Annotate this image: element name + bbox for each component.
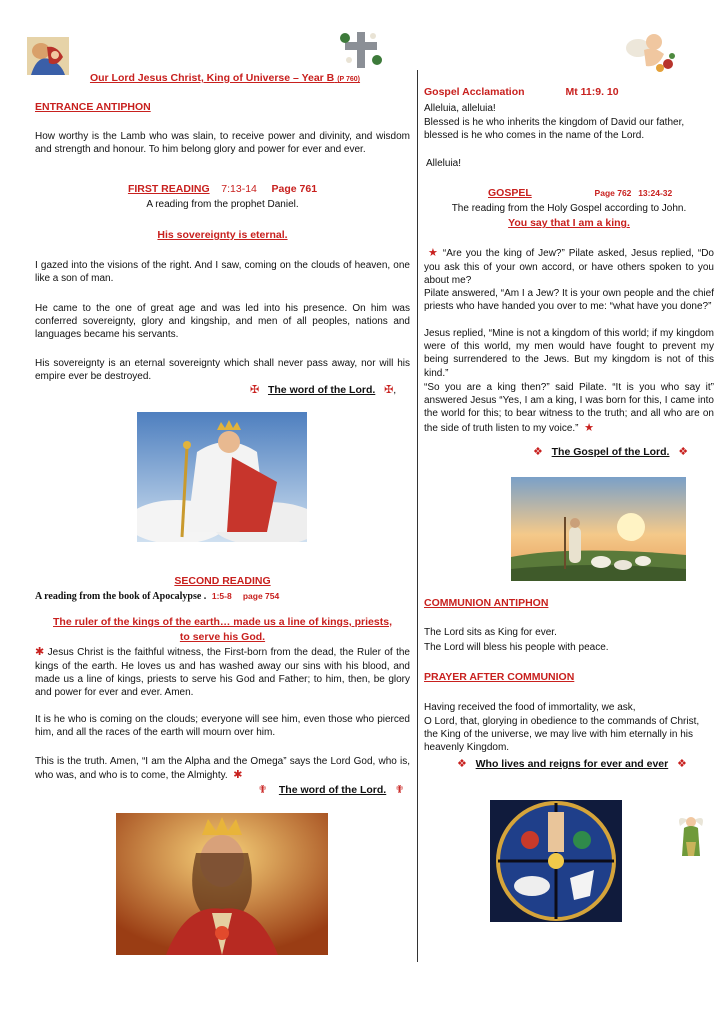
red-star-icon-gospel: ★ bbox=[427, 247, 439, 259]
gospel-subtitle: You say that I am a king. bbox=[508, 217, 630, 229]
gospel-acclamation-line1: Alleluia, alleluia! bbox=[424, 103, 496, 114]
gospel-para-1 bbox=[424, 246, 714, 287]
angel-image bbox=[676, 812, 706, 860]
first-reading-subtitle: His sovereignty is eternal. bbox=[157, 229, 288, 241]
second-reading-subtitle-1: The ruler of the kings of the earth… made us a line of kings, priests, bbox=[53, 616, 392, 628]
title-page-ref: (P 760) bbox=[337, 76, 361, 83]
second-reading-para-1 bbox=[35, 645, 410, 699]
gospel-acclamation-header bbox=[424, 86, 714, 100]
stained-glass-image bbox=[490, 800, 622, 922]
second-reading-closing bbox=[258, 783, 404, 798]
ornate-cross-icon-right: ✠ bbox=[384, 384, 394, 396]
cherub-image bbox=[624, 28, 680, 74]
red-diamond-icon-prayer: ❖ bbox=[457, 758, 467, 770]
gospel-para-3: Jesus replied, “Mine is not a kingdom of this world; if my kingdom were of this world, my men would have fought to prevent my being surrendered to the Jews. But my kingdom is not of this kind.” bbox=[424, 328, 714, 379]
first-reading-ref: 7:13-14 bbox=[221, 183, 257, 195]
entrance-antiphon-text: How worthy is the Lamb who was slain, to receive power and divinity, and wisdom and strength and honour. To him belong glory and power for ever and ever. bbox=[35, 131, 410, 156]
gospel-para-2: Pilate answered, “Am I a Jew? It is your own people and the chief priests who have handed you over to me: “what have you done?” bbox=[424, 288, 714, 313]
second-reading-para-3-text: This is the truth. Amen, “I am the Alpha and the Omega” says the Lord God, who is, who was, and who is to come, the Almighty. bbox=[35, 756, 410, 782]
gospel-acclamation-end: Alleluia! bbox=[426, 158, 462, 169]
gospel-heading: GOSPEL bbox=[488, 187, 532, 199]
red-diamond-icon-prayer-right: ❖ bbox=[676, 758, 687, 770]
good-shepherd-image bbox=[511, 477, 686, 581]
page-title bbox=[60, 72, 390, 86]
gospel-acclamation-ref: Mt 11:9. 10 bbox=[565, 86, 619, 98]
first-reading-para-3: His sovereignty is an eternal sovereignty which shall never pass away, nor will his empire ever be destroyed. bbox=[35, 358, 410, 383]
prayer-closing bbox=[457, 757, 687, 772]
madonna-image bbox=[27, 37, 69, 75]
red-diamond-icon: ❖ bbox=[533, 446, 543, 458]
second-reading-subtitle-2: to serve his God. bbox=[179, 631, 266, 643]
first-reading-header bbox=[35, 183, 410, 197]
gospel-header bbox=[424, 187, 714, 201]
first-reading-page: Page 761 bbox=[271, 183, 318, 195]
second-reading-heading: SECOND READING bbox=[174, 575, 271, 587]
prayer-line-1: Having received the food of immortality, we ask, bbox=[424, 702, 636, 713]
communion-line-2: The Lord will bless his people with peace. bbox=[424, 642, 609, 653]
second-reading-page: page 754 bbox=[242, 591, 280, 601]
first-reading-closing-suffix: , bbox=[393, 384, 397, 396]
first-reading-closing bbox=[250, 383, 396, 398]
second-reading-para-3 bbox=[35, 755, 410, 783]
second-reading-ref: 1:5-8 bbox=[211, 591, 232, 601]
gospel-ref: 13:24-32 bbox=[638, 188, 673, 198]
small-cross-icon: ✟ bbox=[258, 784, 268, 796]
first-reading-source: A reading from the prophet Daniel. bbox=[146, 199, 299, 210]
first-reading-closing-text: The word of the Lord. bbox=[267, 384, 376, 396]
gospel-source: The reading from the Holy Gospel according to John. bbox=[451, 203, 687, 214]
red-star-icon-end: ✱ bbox=[233, 769, 243, 782]
first-reading-para-1: I gazed into the visions of the right. And I saw, coming on the clouds of heaven, one like a son of man. bbox=[35, 260, 410, 285]
christ-king-clouds-image bbox=[137, 412, 307, 542]
red-diamond-icon-right: ❖ bbox=[678, 446, 689, 458]
gospel-para-1-text: “Are you the king of Jew?” Pilate asked, Jesus replied, “Do you ask this of your own accord, or have others spoken to you about me? bbox=[424, 248, 714, 286]
gospel-acclamation-heading: Gospel Acclamation bbox=[424, 86, 525, 98]
second-reading-source-line bbox=[35, 590, 410, 603]
prayer-after-communion-heading: PRAYER AFTER COMMUNION bbox=[424, 671, 575, 683]
prayer-closing-text: Who lives and reigns for ever and ever bbox=[475, 758, 669, 770]
gospel-page: Page 762 bbox=[594, 188, 632, 198]
cross-with-flowers-image bbox=[337, 30, 385, 70]
christ-king-portrait-image bbox=[116, 813, 328, 955]
entrance-antiphon-heading: ENTRANCE ANTIPHON bbox=[35, 101, 151, 113]
first-reading-heading: FIRST READING bbox=[127, 183, 210, 195]
small-cross-icon-right: ✟ bbox=[394, 784, 405, 796]
ornate-cross-icon: ✠ bbox=[250, 384, 260, 396]
gospel-closing-text: The Gospel of the Lord. bbox=[551, 446, 670, 458]
red-star-icon: ✱ bbox=[35, 646, 45, 658]
gospel-para-4 bbox=[424, 381, 714, 435]
prayer-text: O Lord, that, glorying in obedience to the commands of Christ, the King of the universe, we may live with him eternally in his heavenly Kingdom. bbox=[424, 716, 700, 754]
gospel-acclamation-text: Blessed is he who inherits the kingdom of David our father, blessed is he who comes in the name of the Lord. bbox=[424, 117, 685, 142]
second-reading-para-2: It is he who is coming on the clouds; everyone will see him, even those who pierced him, and all the races of the earth will mourn over him. bbox=[35, 714, 410, 739]
first-reading-para-2: He came to the one of great age and was led into his presence. On him was conferred sovereignty, glory and kingship, and men of all peoples, nations and languages became his servants. bbox=[35, 303, 410, 341]
red-star-icon-gospel-end: ★ bbox=[584, 421, 594, 434]
communion-antiphon-heading: COMMUNION ANTIPHON bbox=[424, 597, 549, 609]
communion-line-1: The Lord sits as King for ever. bbox=[424, 627, 557, 638]
second-reading-closing-text: The word of the Lord. bbox=[278, 784, 387, 796]
second-reading-para-1-text: Jesus Christ is the faithful witness, the First-born from the dead, the Ruler of the kings of the earth. He loves us and has washed away our sins with his blood, and made us a line of kings, priests to serve his God and Father; to him, then, be glory and power for ever and ever. Amen. bbox=[35, 647, 410, 698]
gospel-closing bbox=[533, 445, 688, 460]
title-text: Our Lord Jesus Christ, King of Universe – Year B bbox=[89, 72, 335, 84]
second-reading-source: A reading from the book of Apocalypse . bbox=[35, 591, 207, 602]
column-divider bbox=[417, 70, 418, 962]
gospel-para-4-text: “So you are a king then?” said Pilate. “It is you who say it” answered Jesus “Yes, I am a king, I was born for this, I came into the world for this; to bear witness to the truth; and all who are on the side of truth listen to my voice.” bbox=[424, 382, 714, 434]
